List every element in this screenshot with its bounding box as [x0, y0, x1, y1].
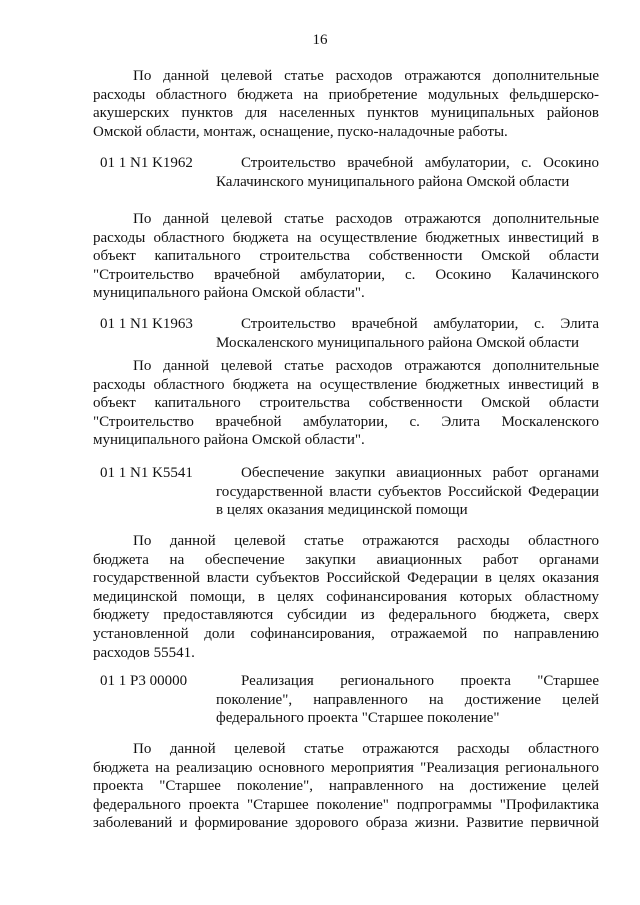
paragraph-line: расходы областного бюджета на осуществление бюджетных инвестиций в [93, 376, 599, 393]
paragraph-line: государственной власти субъектов Российской Федерации в целях оказания [93, 570, 599, 587]
paragraph-line: медицинской помощи, в целях софинансирования которых областному [93, 588, 599, 605]
budget-entry-title [216, 315, 599, 352]
paragraph-line: федерального проекта "Старшее поколение" подпрограммы "Профилактика [93, 796, 599, 813]
budget-code: 01 1 N1 K5541 [100, 465, 193, 481]
paragraph-line: расходы областного бюджета на приобретение модульных фельдшерско- [93, 86, 599, 103]
paragraph-line: бюджету предоставляются субсидии из федерального бюджета, сверх [93, 607, 599, 624]
entry-title-line: Обеспечение закупки авиационных работ органами [241, 465, 599, 481]
entry-title-line: федерального проекта "Старшее поколение" [216, 710, 500, 727]
entry-title-line: Строительство врачебной амбулатории, с. Осокино [241, 155, 599, 171]
paragraph-line: расходы областного бюджета на осуществление бюджетных инвестиций в [93, 229, 599, 246]
budget-code: 01 1 P3 00000 [100, 673, 188, 689]
paragraph-line: муниципального района Омской области". [93, 432, 365, 449]
paragraph-line: Омской области, монтаж, оснащение, пуско-наладочные работы. [93, 123, 508, 140]
entry-title-line: в целях оказания медицинской помощи [216, 502, 468, 519]
entry-title-line: Калачинского муниципального района Омской области [216, 173, 570, 190]
paragraph-line: объект капитального строительства собственности Омской области [93, 248, 599, 265]
paragraph-line: акушерских пунктов для населенных пунктов муниципальных районов [93, 105, 599, 122]
entry-title-line: Строительство врачебной амбулатории, с. Элита [241, 316, 599, 332]
paragraph-line: По данной целевой статье отражаются расходы областного [133, 741, 599, 757]
paragraph-line: муниципального района Омской области". [93, 285, 365, 302]
budget-code: 01 1 N1 K1963 [100, 316, 193, 332]
paragraph-line: По данной целевой статье расходов отражаются дополнительные [133, 358, 599, 374]
entry-title-line: Москаленского муниципального района Омской области [216, 334, 580, 351]
paragraph-elita [93, 357, 599, 450]
budget-entry-title [216, 464, 599, 520]
paragraph-modular-fap [93, 67, 599, 141]
paragraph-line: расходов 55541. [93, 644, 195, 661]
entry-title-line: Реализация регионального проекта "Старшее [241, 673, 599, 689]
budget-code: 01 1 N1 K1962 [100, 155, 193, 171]
paragraph-line: "Строительство врачебной амбулатории, с. Элита Москаленского [93, 413, 599, 430]
paragraph-older-generation [93, 740, 599, 833]
budget-entry-title [216, 672, 599, 728]
paragraph-osokino [93, 210, 599, 303]
paragraph-line: установленной доли софинансирования, отражаемой по направлению [93, 625, 599, 642]
paragraph-line: По данной целевой статье расходов отражаются дополнительные [133, 68, 599, 84]
entry-title-line: поколение", направленного на достижение целей [216, 691, 599, 708]
paragraph-aviation [93, 532, 599, 662]
paragraph-line: бюджета на обеспечение закупки авиационных работ органами [93, 551, 599, 568]
page-number: 16 [312, 32, 328, 48]
paragraph-line: проекта "Старшее поколение", направленного на достижение целей [93, 778, 599, 795]
paragraph-line: "Строительство врачебной амбулатории, с. Осокино Калачинского [93, 266, 599, 283]
paragraph-line: бюджета на реализацию основного мероприятия "Реализация регионального [93, 759, 599, 776]
paragraph-line: заболеваний и формирование здорового образа жизни. Развитие первичной [93, 815, 599, 832]
entry-title-line: государственной власти субъектов Российской Федерации [216, 483, 599, 500]
paragraph-line: По данной целевой статье расходов отражаются дополнительные [133, 211, 599, 227]
budget-entry-title [216, 154, 599, 191]
paragraph-line: объект капитального строительства собственности Омской области [93, 395, 599, 412]
paragraph-line: По данной целевой статье отражаются расходы областного [133, 533, 599, 549]
